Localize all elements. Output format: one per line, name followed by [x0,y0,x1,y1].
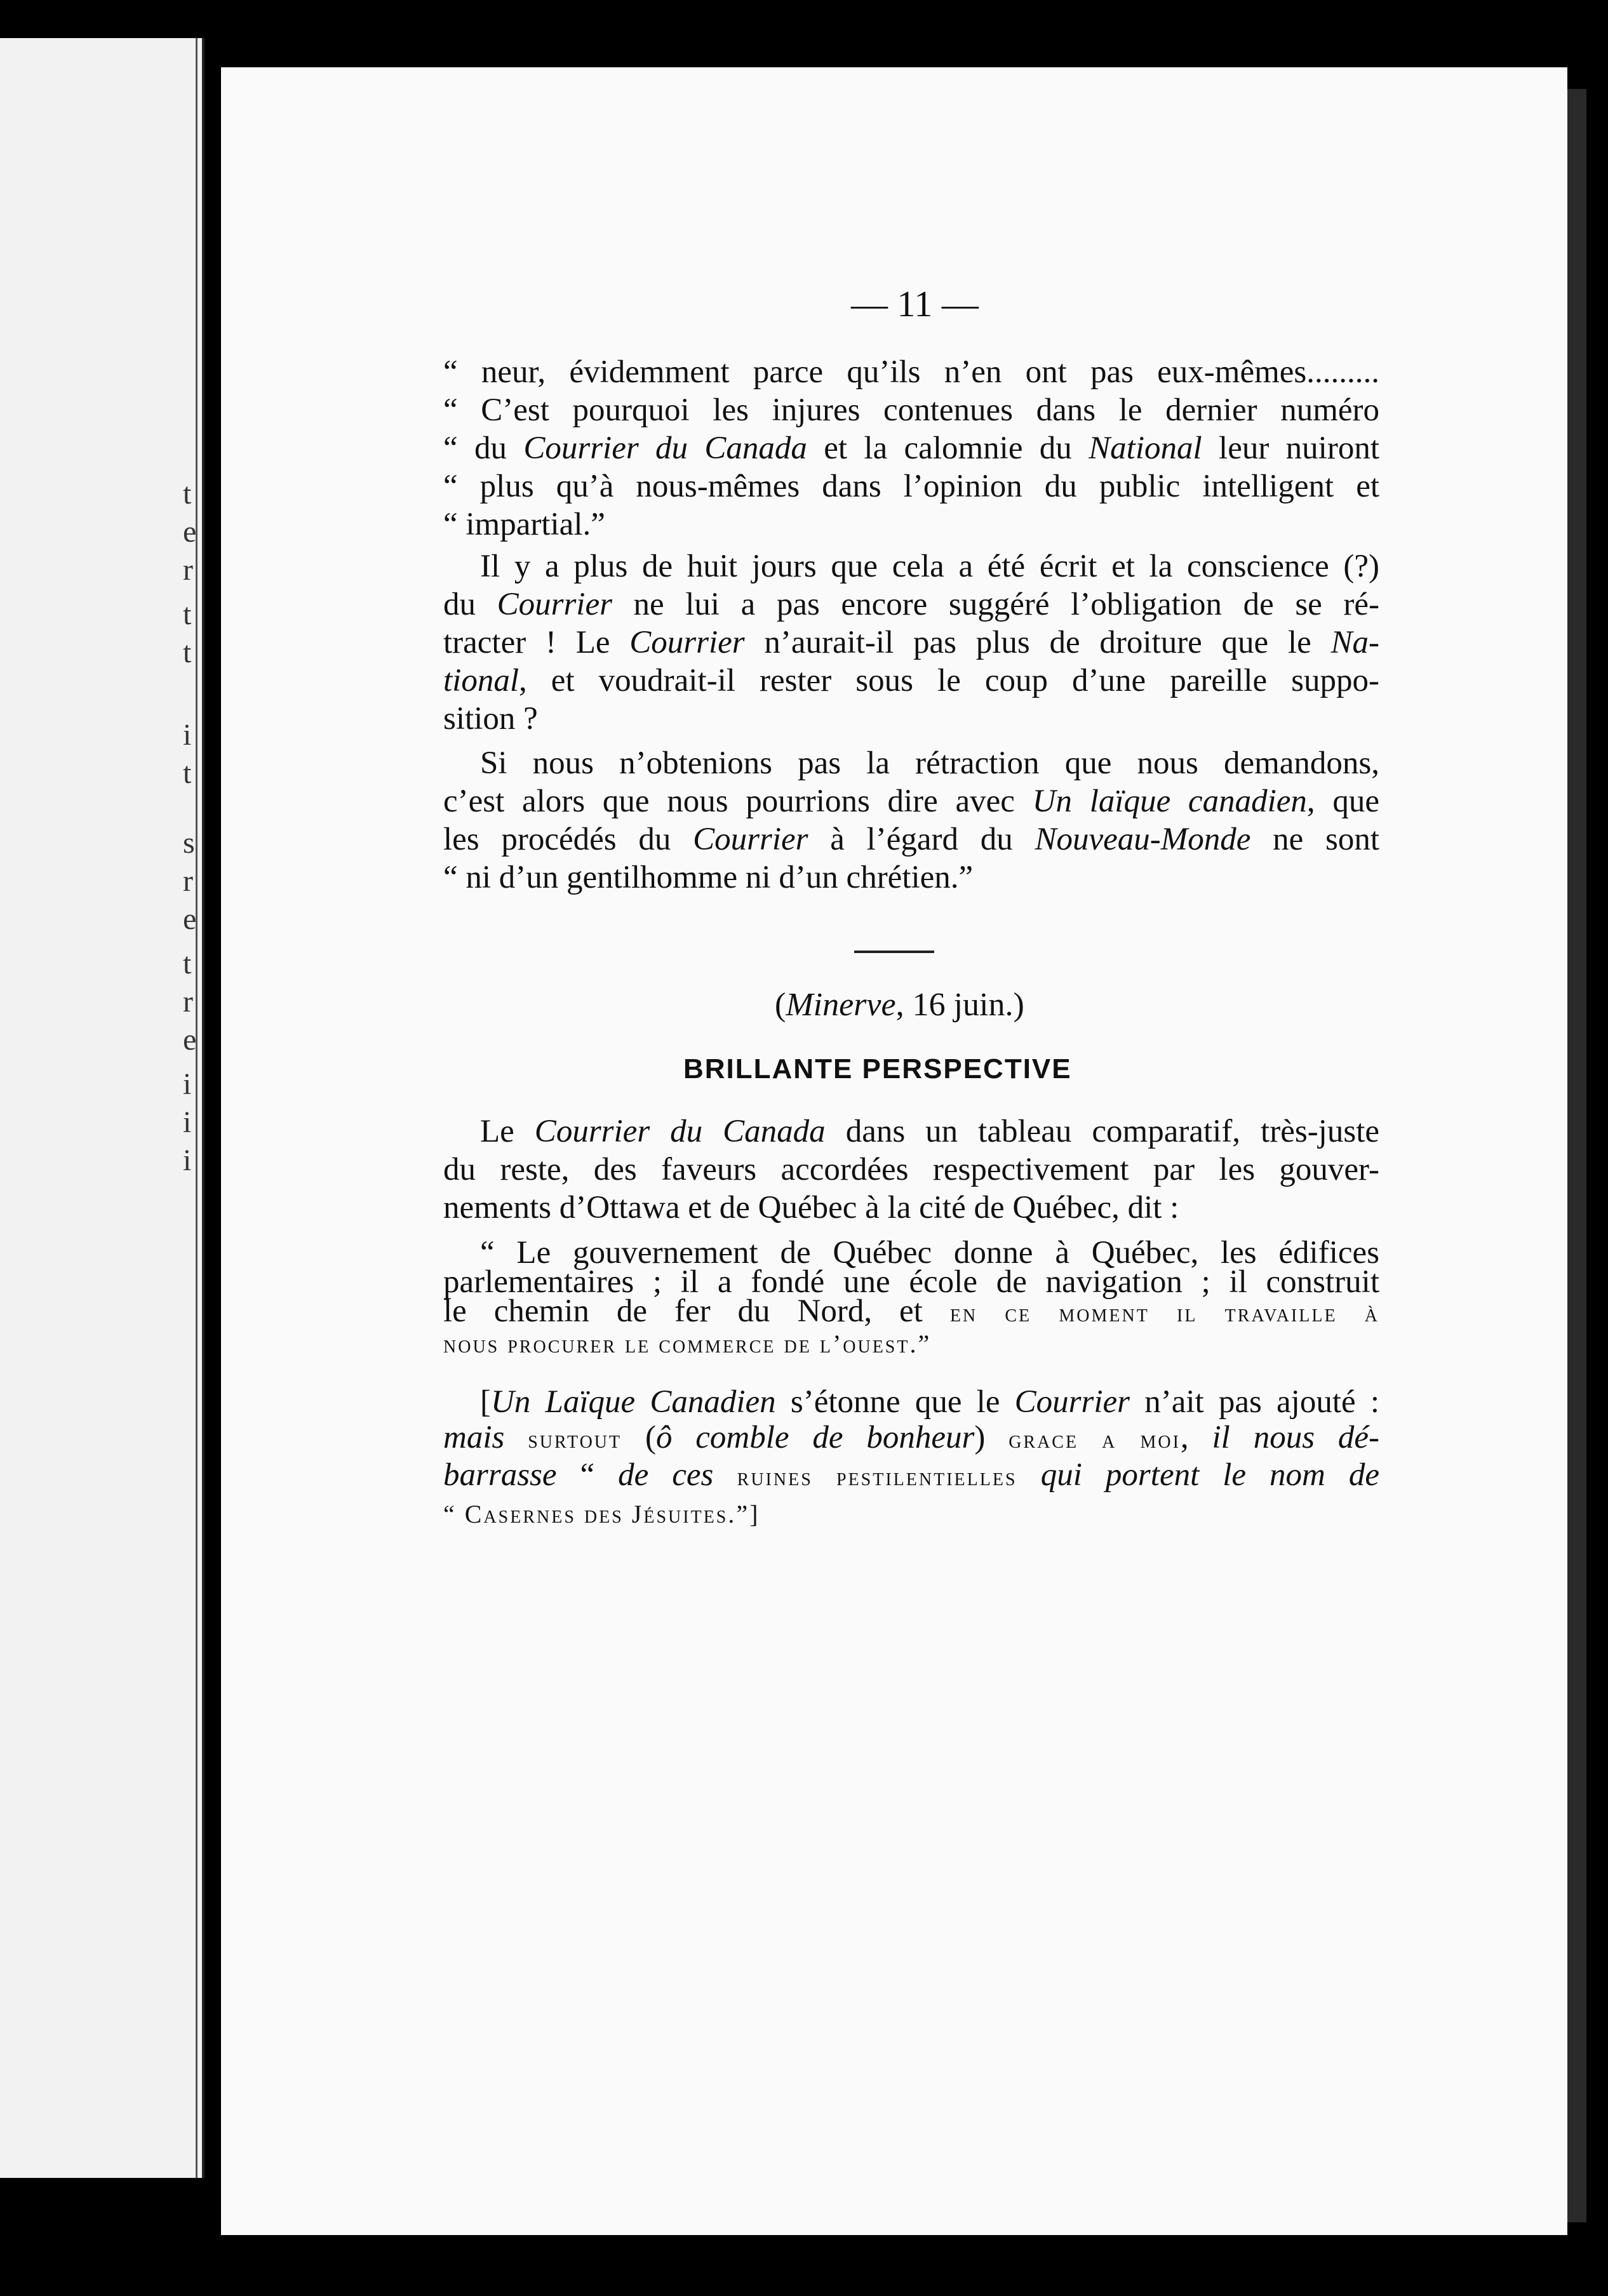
text-line: nements d’Ottawa et de Québec à la cité de Québec, dit : [443,1190,1179,1225]
facing-page-char: t [183,756,192,790]
text-line: Il y a plus de huit jours que cela a été écrit et la conscience (?) [480,549,1379,584]
text-line: “ C’est pourquoi les injures contenues dans le dernier numéro [443,392,1379,428]
facing-page-char: i [183,1067,192,1101]
text-line: Si nous n’obtenions pas la rétraction que nous demandons, [480,745,1379,781]
text-line: “ Casernes des Jésuites.”] [443,1500,760,1528]
facing-page-char: t [183,477,192,511]
facing-page-char: t [183,597,192,631]
text-line: “ Le gouvernement de Québec donne à Québec, les édifices [480,1235,1379,1271]
facing-page-char: r [183,864,193,898]
bracketed-note [443,1384,1379,1532]
text-line: les procédés du Courrier à l’égard du Nouveau-Monde ne sont [443,822,1379,857]
text-line: nous procurer le commerce de l’ouest.” [443,1330,932,1358]
text-line: sition ? [443,701,538,737]
facing-page-char: i [183,1105,192,1139]
text-line: du Courrier ne lui a pas encore suggéré l’obligation de se ré- [443,587,1379,622]
text-line: tional, et voudrait-il rester sous le coup d’une pareille suppo- [443,663,1379,698]
text-line: mais surtout (ô comble de bonheur) grace a moi, il nous dé- [443,1420,1379,1455]
facing-page-char: t [183,636,192,669]
paragraph-courrier-tableau [443,1112,1379,1227]
paragraph-conscience [443,547,1379,738]
text-line: Le Courrier du Canada dans un tableau comparatif, très-juste [480,1114,1379,1149]
facing-page-char: e [183,902,197,936]
facing-page-char: e [183,1023,197,1057]
page-number: — 11 — [851,283,979,324]
left-page-sliver [0,38,204,2178]
quoted-passage [443,1235,1379,1359]
text-line: tracter ! Le Courrier n’aurait-il pas plus de droiture que le Na- [443,625,1379,660]
text-line: “ ni d’un gentilhomme ni d’un chrétien.” [443,860,974,895]
facing-page-char: t [183,947,192,980]
text-line: “ impartial.” [443,507,605,542]
text-line: “ neur, évidemment parce qu’ils n’en ont pas eux-mêmes......... [443,354,1379,390]
facing-page-char: r [183,985,193,1018]
page-edge-line [196,38,198,2178]
section-heading: BRILLANTE PERSPECTIVE [683,1053,1072,1085]
text-line: le chemin de fer du Nord, et en ce moment il travaille à [443,1293,1379,1329]
text-line: du reste, des faveurs accordées respectivement par les gouver- [443,1152,1379,1187]
section-divider [854,951,934,953]
text-line: [Un Laïque Canadien s’étonne que le Courrier n’ait pas ajouté : [480,1384,1379,1420]
facing-page-char: r [183,553,193,587]
paragraph-quote-continuation [443,353,1379,544]
paragraph-retraction [443,744,1379,897]
text-line: c’est alors que nous pourrions dire avec Un laïque canadien, que [443,784,1380,819]
facing-page-char: s [183,826,195,860]
source-citation: (Minerve, 16 juin.) [775,987,1024,1023]
text-line: “ plus qu’à nous-mêmes dans l’opinion du public intelligent et [443,469,1379,504]
page-shadow [1567,89,1586,2222]
text-line: “ du Courrier du Canada et la calomnie du National leur nuiront [443,431,1379,466]
text-line: barrasse “ de ces ruines pestilentielles qui portent le nom de [443,1457,1379,1493]
facing-page-char: i [183,1144,192,1177]
facing-page-char: i [183,718,192,752]
text-line: parlementaires ; il a fondé une école de navigation ; il construit [443,1264,1379,1300]
facing-page-char: e [183,515,197,549]
